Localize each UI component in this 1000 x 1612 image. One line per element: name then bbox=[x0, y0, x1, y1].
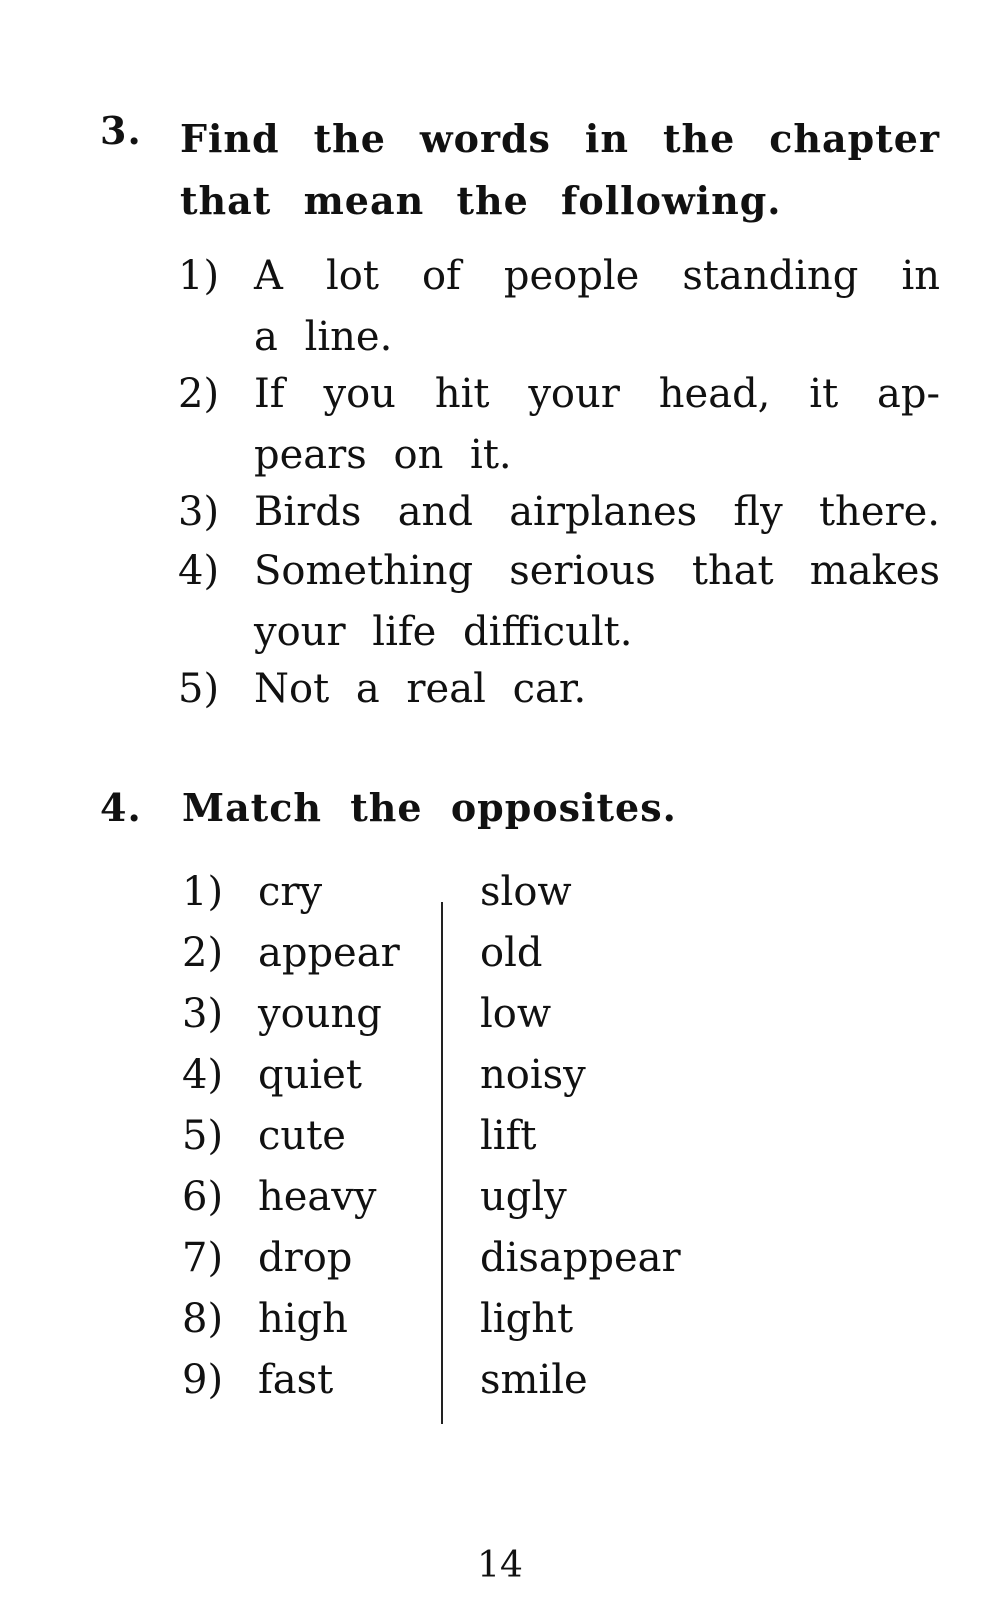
list-item bbox=[182, 1106, 400, 1167]
item-number: 1) bbox=[182, 869, 224, 915]
list-item bbox=[182, 1289, 400, 1350]
list-item bbox=[182, 1045, 400, 1106]
item-number: 6) bbox=[182, 1174, 224, 1220]
word: heavy bbox=[258, 1174, 377, 1220]
exercise-3-number: 3. bbox=[100, 108, 142, 153]
list-item: disappear bbox=[480, 1235, 681, 1281]
item-number: 7) bbox=[182, 1235, 224, 1281]
item-number: 5) bbox=[178, 666, 220, 712]
list-item bbox=[182, 984, 400, 1045]
item-text-line-2: a line. bbox=[254, 314, 393, 360]
right-word-column bbox=[480, 862, 681, 1411]
item-number: 8) bbox=[182, 1296, 224, 1342]
word: cute bbox=[258, 1113, 346, 1159]
list-item: smile bbox=[480, 1357, 588, 1403]
list-item: light bbox=[480, 1296, 574, 1342]
list-item: lift bbox=[480, 1113, 537, 1159]
item-number: 2) bbox=[178, 371, 220, 417]
item-text-line-1: A lot of people standing in bbox=[254, 253, 940, 299]
item-text-line-1: Something serious that makes bbox=[254, 548, 940, 594]
item-number: 3) bbox=[182, 991, 224, 1037]
word: fast bbox=[258, 1357, 334, 1403]
item-text-line-2: your life difficult. bbox=[254, 609, 633, 655]
list-item: ugly bbox=[480, 1174, 567, 1220]
item-number: 9) bbox=[182, 1357, 224, 1403]
word: quiet bbox=[258, 1052, 362, 1098]
list-item bbox=[182, 1228, 400, 1289]
item-text-line-1: Not a real car. bbox=[254, 666, 587, 712]
item-number: 2) bbox=[182, 930, 224, 976]
item-number: 4) bbox=[178, 548, 220, 594]
item-number: 1) bbox=[178, 253, 220, 299]
exercise-3-heading-line-1: Find the words in the chapter bbox=[180, 116, 940, 161]
list-item bbox=[182, 923, 400, 984]
word: drop bbox=[258, 1235, 353, 1281]
exercise-4-heading: Match the opposites. bbox=[182, 785, 677, 830]
item-text-line-1: Birds and airplanes fly there. bbox=[254, 489, 940, 535]
left-word-column bbox=[182, 862, 400, 1411]
list-item: noisy bbox=[480, 1052, 586, 1098]
item-text-line-1: If you hit your head, it ap- bbox=[254, 371, 940, 417]
item-number: 3) bbox=[178, 489, 220, 535]
list-item bbox=[182, 1350, 400, 1411]
word: young bbox=[258, 991, 382, 1037]
item-text-line-2: pears on it. bbox=[254, 432, 512, 478]
list-item: slow bbox=[480, 869, 572, 915]
list-item bbox=[182, 1167, 400, 1228]
list-item bbox=[182, 862, 400, 923]
exercise-3-heading-line-2: that mean the following. bbox=[180, 178, 782, 223]
item-number: 4) bbox=[182, 1052, 224, 1098]
word: appear bbox=[258, 930, 400, 976]
word: cry bbox=[258, 869, 323, 915]
page-number: 14 bbox=[477, 1545, 523, 1586]
word: high bbox=[258, 1296, 348, 1342]
item-number: 5) bbox=[182, 1113, 224, 1159]
list-item: low bbox=[480, 991, 552, 1037]
column-divider bbox=[441, 902, 443, 1424]
list-item: old bbox=[480, 930, 543, 976]
exercise-4-number: 4. bbox=[100, 785, 142, 830]
